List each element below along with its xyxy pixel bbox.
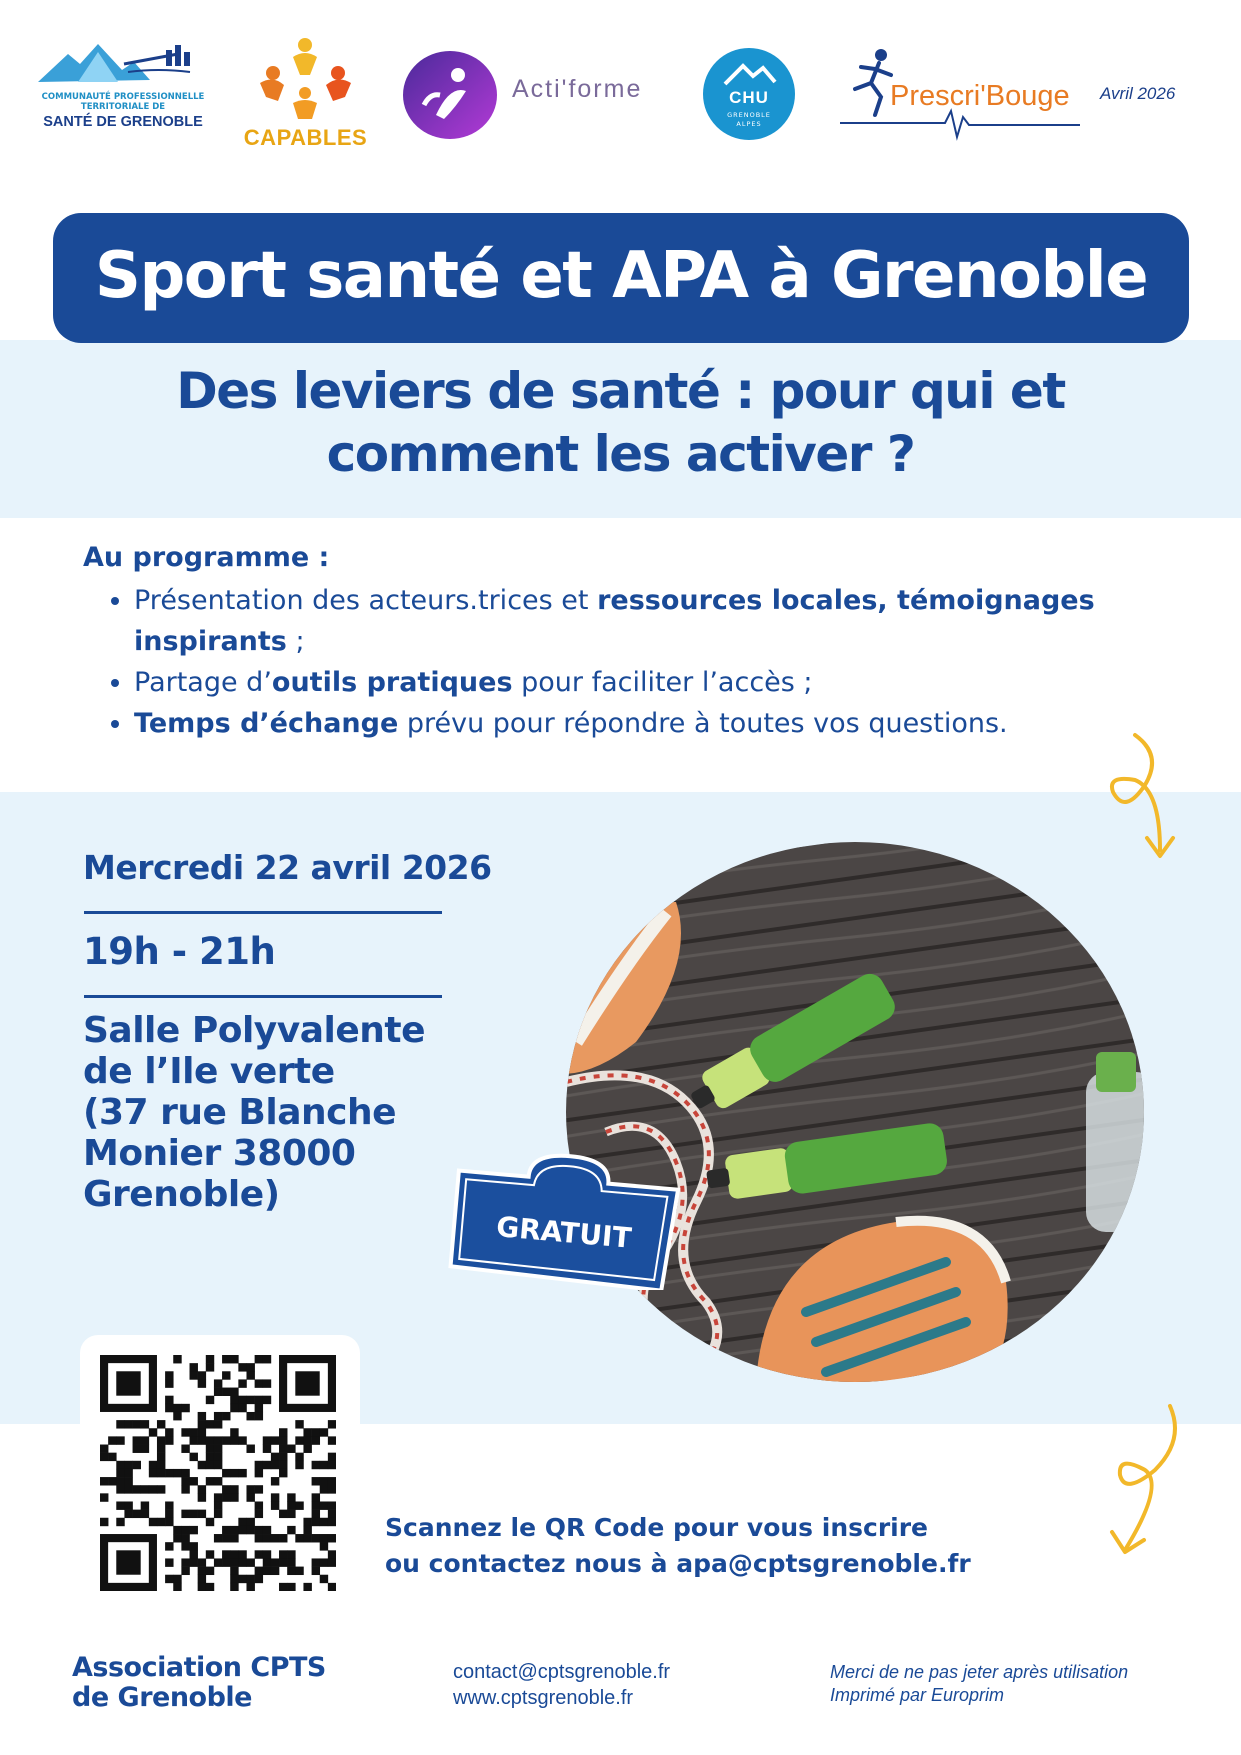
cta-line2: ou contactez nous à apa@cptsgrenoble.fr — [385, 1549, 971, 1578]
footer-note-line2: Imprimé par Europrim — [830, 1685, 1005, 1705]
free-badge-text: GRATUIT — [495, 1210, 633, 1255]
footer-org-line1: Association CPTS — [72, 1652, 326, 1683]
chu-logo-sub1: GRENOBLE — [727, 111, 771, 119]
event-place — [83, 1010, 503, 1215]
actiforme-logo-text: Acti'forme — [512, 75, 643, 103]
qr-code[interactable] — [100, 1355, 336, 1591]
cpts-logo — [38, 40, 208, 140]
prescribouge-logo-text: Prescri'Bouge — [890, 80, 1070, 112]
event-place-line: Grenoble) — [83, 1174, 280, 1215]
footer-org-line2: de Grenoble — [72, 1682, 252, 1713]
programme-item-text: prévu pour répondre à toutes vos questions. — [398, 708, 1008, 739]
prescribouge-logo — [835, 45, 1085, 145]
programme-item — [134, 662, 1194, 703]
programme-item-text: pour faciliter l’accès ; — [512, 667, 813, 698]
subtitle-line1: Des leviers de santé : pour qui et — [176, 362, 1065, 420]
cpts-logo-line3: SANTÉ DE GRENOBLE — [43, 114, 203, 130]
programme-heading: Au programme : — [83, 542, 330, 573]
qr-card — [80, 1335, 360, 1607]
footer-organization — [72, 1653, 326, 1713]
footer-email-link[interactable]: contact@cptsgrenoble.fr — [453, 1661, 671, 1683]
header-date: Avril 2026 — [1100, 84, 1176, 103]
capables-logo-text: CAPABLES — [243, 125, 368, 150]
event-time: 19h - 21h — [83, 930, 276, 973]
programme-list — [100, 580, 1194, 744]
programme-item-highlight: outils pratiques — [271, 667, 513, 698]
programme-item — [134, 580, 1194, 662]
cpts-logo-line1: COMMUNAUTÉ PROFESSIONNELLE — [41, 92, 205, 102]
title-banner — [53, 213, 1189, 343]
programme-item-highlight: ressources locales, témoignages inspirants — [134, 585, 1095, 657]
subtitle-band — [0, 340, 1241, 518]
people-circle-icon — [238, 35, 373, 125]
cta-line1: Scannez le QR Code pour vous inscrire — [385, 1513, 929, 1542]
divider — [84, 911, 442, 914]
programme-item-text: Partage d’ — [134, 667, 272, 698]
chu-logo-sub2: ALPES — [736, 120, 762, 128]
page-subtitle — [0, 360, 1241, 486]
sport-equipment-photo — [566, 842, 1144, 1382]
curly-arrow-icon — [1100, 1400, 1190, 1565]
programme-item-text: Présentation des acteurs.trices et — [134, 585, 598, 616]
programme-item — [134, 703, 1194, 744]
footer-note-line1: Merci de ne pas jeter après utilisation — [830, 1662, 1129, 1682]
cpts-logo-line2: TERRITORIALE DE — [80, 102, 166, 112]
call-to-action — [385, 1510, 971, 1582]
event-date: Mercredi 22 avril 2026 — [83, 848, 492, 887]
divider — [84, 995, 442, 998]
footer-contact — [453, 1659, 670, 1711]
event-place-line: de l’Ile verte — [83, 1051, 335, 1092]
chu-logo — [703, 48, 795, 140]
chu-logo-text: CHU — [729, 88, 769, 107]
programme-item-text: ; — [286, 626, 305, 657]
footer-website-link[interactable]: www.cptsgrenoble.fr — [453, 1687, 634, 1709]
subtitle-line2: comment les activer ? — [326, 425, 915, 483]
capables-logo — [238, 35, 373, 155]
event-place-line: (37 rue Blanche — [83, 1092, 397, 1133]
chu-mountain-icon — [703, 48, 795, 88]
mountain-icon — [38, 40, 208, 92]
programme-item-highlight: Temps d’échange — [134, 708, 399, 739]
event-place-line: Monier 38000 — [83, 1133, 356, 1174]
actiforme-emblem-icon — [400, 45, 500, 145]
event-place-line: Salle Polyvalente — [83, 1010, 426, 1051]
footer-note — [830, 1661, 1128, 1707]
page-title: Sport santé et APA à Grenoble — [94, 239, 1148, 313]
actiforme-logo — [400, 45, 680, 145]
free-badge — [445, 1150, 685, 1290]
